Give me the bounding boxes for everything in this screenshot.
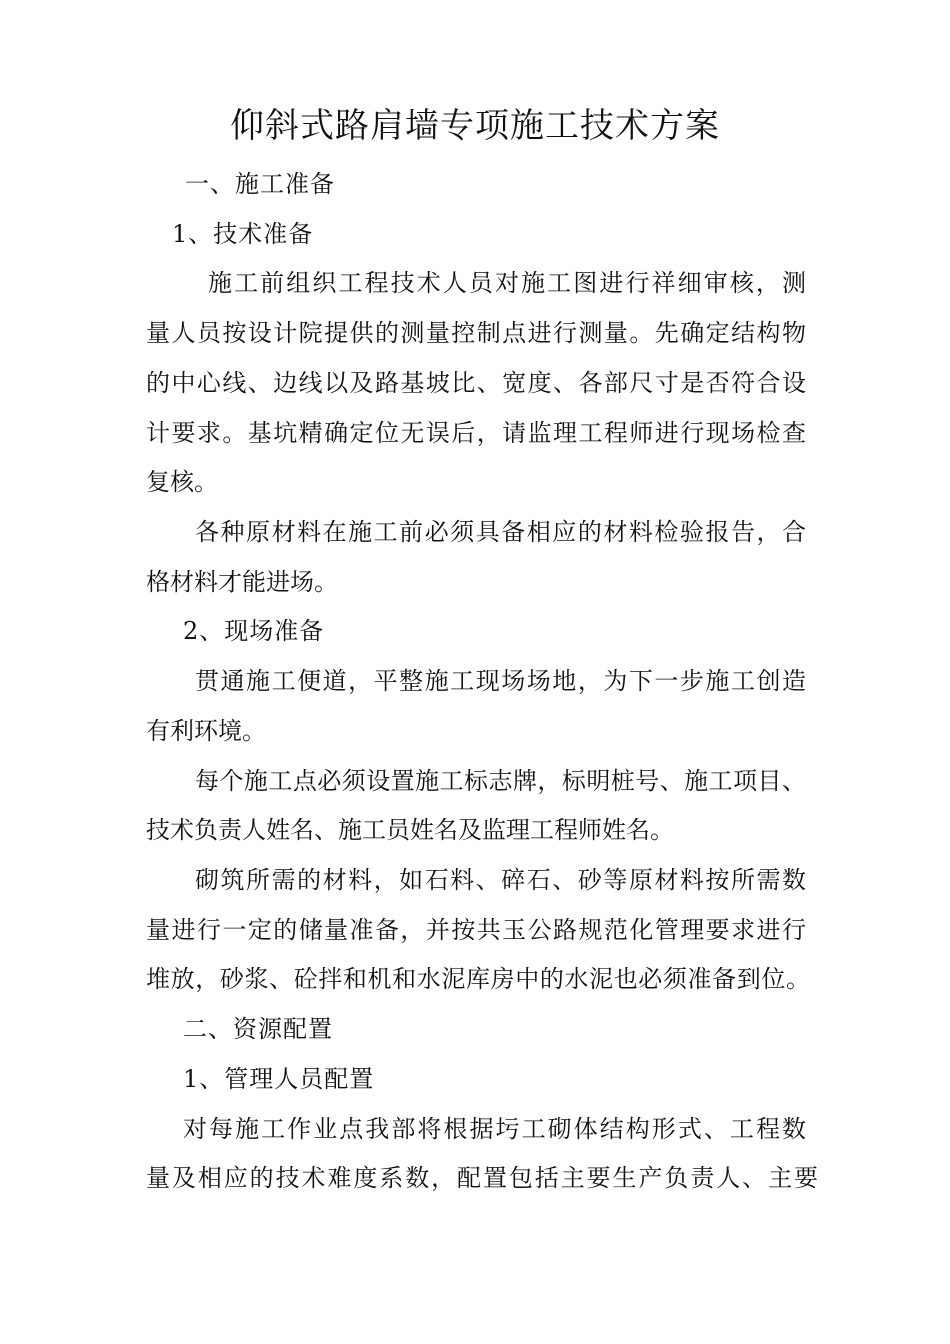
paragraph-line: 有利环境。 xyxy=(146,717,266,745)
paragraph-line: 量进行一定的储量准备，并按共玉公路规范化管理要求进行 xyxy=(146,916,806,944)
subsection-heading-technical-preparation: 1、技术准备 xyxy=(172,220,314,248)
paragraph-line: 量人员按设计院提供的测量控制点进行测量。先确定结构物 xyxy=(146,319,806,347)
paragraph-line: 量及相应的技术难度系数，配置包括主要生产负责人、主要 xyxy=(146,1164,818,1192)
paragraph-line: 贯通施工便道，平整施工现场场地，为下一步施工创造 xyxy=(195,667,806,695)
subsection-heading-management-staffing: 1、管理人员配置 xyxy=(183,1065,375,1093)
paragraph-line: 各种原材料在施工前必须具备相应的材料检验报告，合 xyxy=(195,518,806,546)
subsection-heading-site-preparation: 2、现场准备 xyxy=(183,617,325,645)
paragraph-line: 对每施工作业点我部将根据圬工砌体结构形式、工程数 xyxy=(183,1115,806,1143)
paragraph-line: 计要求。基坑精确定位无误后，请监理工程师进行现场检查 xyxy=(146,419,806,447)
document-title: 仰斜式路肩墙专项施工技术方案 xyxy=(230,106,720,146)
paragraph-line: 复核。 xyxy=(146,468,218,496)
section-heading-preparation: 一、施工准备 xyxy=(185,170,335,198)
paragraph-line: 施工前组织工程技术人员对施工图进行祥细审核，测 xyxy=(208,269,806,297)
paragraph-line: 技术负责人姓名、施工员姓名及监理工程师姓名。 xyxy=(146,816,674,844)
paragraph-line: 砌筑所需的材料，如石料、碎石、砂等原材料按所需数 xyxy=(195,866,806,894)
paragraph-line: 格材料才能进场。 xyxy=(146,568,338,596)
paragraph-line: 的中心线、边线以及路基坡比、宽度、各部尺寸是否符合设 xyxy=(146,369,806,397)
paragraph-line: 堆放，砂浆、砼拌和机和水泥库房中的水泥也必须准备到位。 xyxy=(146,965,810,993)
paragraph-line: 每个施工点必须设置施工标志牌，标明桩号、施工项目、 xyxy=(195,767,806,795)
section-heading-resource-allocation: 二、资源配置 xyxy=(183,1015,333,1043)
